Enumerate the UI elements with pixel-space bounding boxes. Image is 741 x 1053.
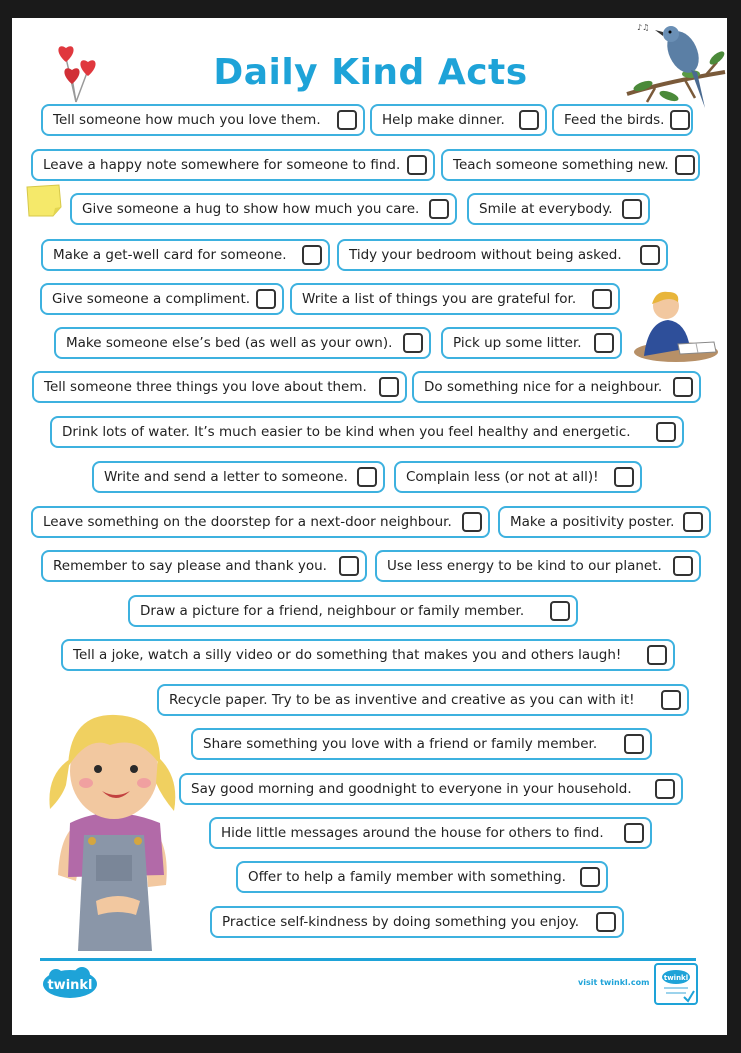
kind-act-label: Share something you love with a friend or family member.: [203, 736, 598, 752]
kind-act-checkbox[interactable]: [302, 245, 322, 265]
kind-act-item: [209, 817, 652, 849]
kind-act-label: Write a list of things you are grateful for.: [302, 291, 577, 307]
kind-act-item: [31, 149, 435, 181]
kind-act-item: [41, 104, 365, 136]
kind-act-checkbox[interactable]: [357, 467, 377, 487]
kind-act-item: [498, 506, 711, 538]
kind-act-checkbox[interactable]: [379, 377, 399, 397]
kind-act-label: Make someone else’s bed (as well as your own).: [66, 335, 393, 351]
kind-act-item: [191, 728, 652, 760]
quality-badge: [654, 963, 698, 1005]
twinkl-logo[interactable]: [42, 967, 98, 999]
kind-act-checkbox[interactable]: [550, 601, 570, 621]
kind-act-checkbox[interactable]: [580, 867, 600, 887]
kind-act-label: Draw a picture for a friend, neighbour or family member.: [140, 603, 525, 619]
kind-act-label: Offer to help a family member with something.: [248, 869, 566, 885]
kind-act-checkbox[interactable]: [429, 199, 449, 219]
kind-act-item: [210, 906, 624, 938]
kind-act-label: Teach someone something new.: [453, 157, 669, 173]
kind-act-item: [370, 104, 547, 136]
kind-act-label: Say good morning and goodnight to everyone in your household.: [191, 781, 632, 797]
kind-act-checkbox[interactable]: [655, 779, 675, 799]
kind-act-item: [412, 371, 701, 403]
kind-act-label: Use less energy to be kind to our planet.: [387, 558, 662, 574]
svg-text:♪♫: ♪♫: [637, 23, 650, 32]
kind-act-item: [54, 327, 431, 359]
kind-act-checkbox[interactable]: [624, 823, 644, 843]
kind-act-checkbox[interactable]: [614, 467, 634, 487]
kind-act-label: Hide little messages around the house for others to find.: [221, 825, 604, 841]
kind-act-checkbox[interactable]: [647, 645, 667, 665]
kind-act-item: [61, 639, 675, 671]
kind-act-label: Make a positivity poster.: [510, 514, 675, 530]
kind-act-checkbox[interactable]: [622, 199, 642, 219]
kind-act-item: [31, 506, 490, 538]
kind-act-item: [92, 461, 385, 493]
kind-act-label: Complain less (or not at all)!: [406, 469, 599, 485]
kind-act-checkbox[interactable]: [594, 333, 614, 353]
logo-text: twinkl: [47, 978, 93, 993]
kind-act-checkbox[interactable]: [683, 512, 703, 532]
kind-act-item: [50, 416, 684, 448]
kind-act-item: [394, 461, 642, 493]
kind-act-checkbox[interactable]: [407, 155, 427, 175]
kind-act-item: [441, 149, 700, 181]
kind-act-item: [179, 773, 683, 805]
kind-act-label: Tell someone how much you love them.: [53, 112, 321, 128]
kind-act-item: [157, 684, 689, 716]
kind-act-label: Make a get-well card for someone.: [53, 247, 287, 263]
page-title: Daily Kind Acts: [213, 52, 528, 93]
kind-act-label: Recycle paper. Try to be as inventive and creative as you can with it!: [169, 692, 635, 708]
kind-act-label: Tidy your bedroom without being asked.: [349, 247, 622, 263]
kind-act-label: Remember to say please and thank you.: [53, 558, 327, 574]
kind-act-label: Practice self-kindness by doing something you enjoy.: [222, 914, 580, 930]
kind-act-label: Smile at everybody.: [479, 201, 613, 217]
footer-divider: [40, 958, 696, 961]
kind-act-checkbox[interactable]: [673, 377, 693, 397]
kind-act-label: Leave a happy note somewhere for someone to find.: [43, 157, 401, 173]
kind-act-item: [290, 283, 620, 315]
kind-act-label: Help make dinner.: [382, 112, 505, 128]
kind-act-checkbox[interactable]: [670, 110, 690, 130]
kind-act-label: Feed the birds.: [564, 112, 665, 128]
kind-act-checkbox[interactable]: [624, 734, 644, 754]
kind-act-checkbox[interactable]: [403, 333, 423, 353]
kind-act-item: [375, 550, 701, 582]
kind-act-checkbox[interactable]: [519, 110, 539, 130]
kind-act-checkbox[interactable]: [256, 289, 276, 309]
kind-act-checkbox[interactable]: [596, 912, 616, 932]
kind-act-item: [552, 104, 693, 136]
visit-link[interactable]: visit twinkl.com: [578, 978, 650, 987]
kind-act-checkbox[interactable]: [661, 690, 681, 710]
kind-act-item: [40, 283, 284, 315]
kind-act-checkbox[interactable]: [675, 155, 695, 175]
badge-text: twinkl: [663, 974, 689, 982]
kind-act-label: Leave something on the doorstep for a next-door neighbour.: [43, 514, 452, 530]
kind-act-checkbox[interactable]: [673, 556, 693, 576]
kind-act-checkbox[interactable]: [592, 289, 612, 309]
kind-act-item: [128, 595, 578, 627]
kind-act-item: [32, 371, 407, 403]
kind-act-item: [236, 861, 608, 893]
kind-act-checkbox[interactable]: [640, 245, 660, 265]
kind-act-label: Do something nice for a neighbour.: [424, 379, 663, 395]
kind-act-checkbox[interactable]: [462, 512, 482, 532]
kind-act-label: Drink lots of water. It’s much easier to be kind when you feel healthy and energetic.: [62, 424, 631, 440]
kind-act-label: Write and send a letter to someone.: [104, 469, 348, 485]
kind-act-checkbox[interactable]: [656, 422, 676, 442]
kind-act-label: Pick up some litter.: [453, 335, 582, 351]
kind-act-item: [41, 550, 367, 582]
kind-act-label: Give someone a compliment.: [52, 291, 251, 307]
kind-act-item: [337, 239, 668, 271]
kind-act-checkbox[interactable]: [339, 556, 359, 576]
kind-act-item: [441, 327, 622, 359]
boy-reading-icon: [628, 286, 723, 366]
kind-act-label: Give someone a hug to show how much you care.: [82, 201, 420, 217]
girl-smiling-icon: [40, 705, 185, 951]
kind-act-label: Tell someone three things you love about them.: [44, 379, 367, 395]
sticky-note-icon: [25, 183, 63, 218]
kind-act-checkbox[interactable]: [337, 110, 357, 130]
kind-act-label: Tell a joke, watch a silly video or do something that makes you and others laugh!: [73, 647, 622, 663]
kind-act-item: [70, 193, 457, 225]
kind-act-item: [41, 239, 330, 271]
kind-act-item: [467, 193, 650, 225]
bird-on-branch-icon: [625, 22, 727, 117]
